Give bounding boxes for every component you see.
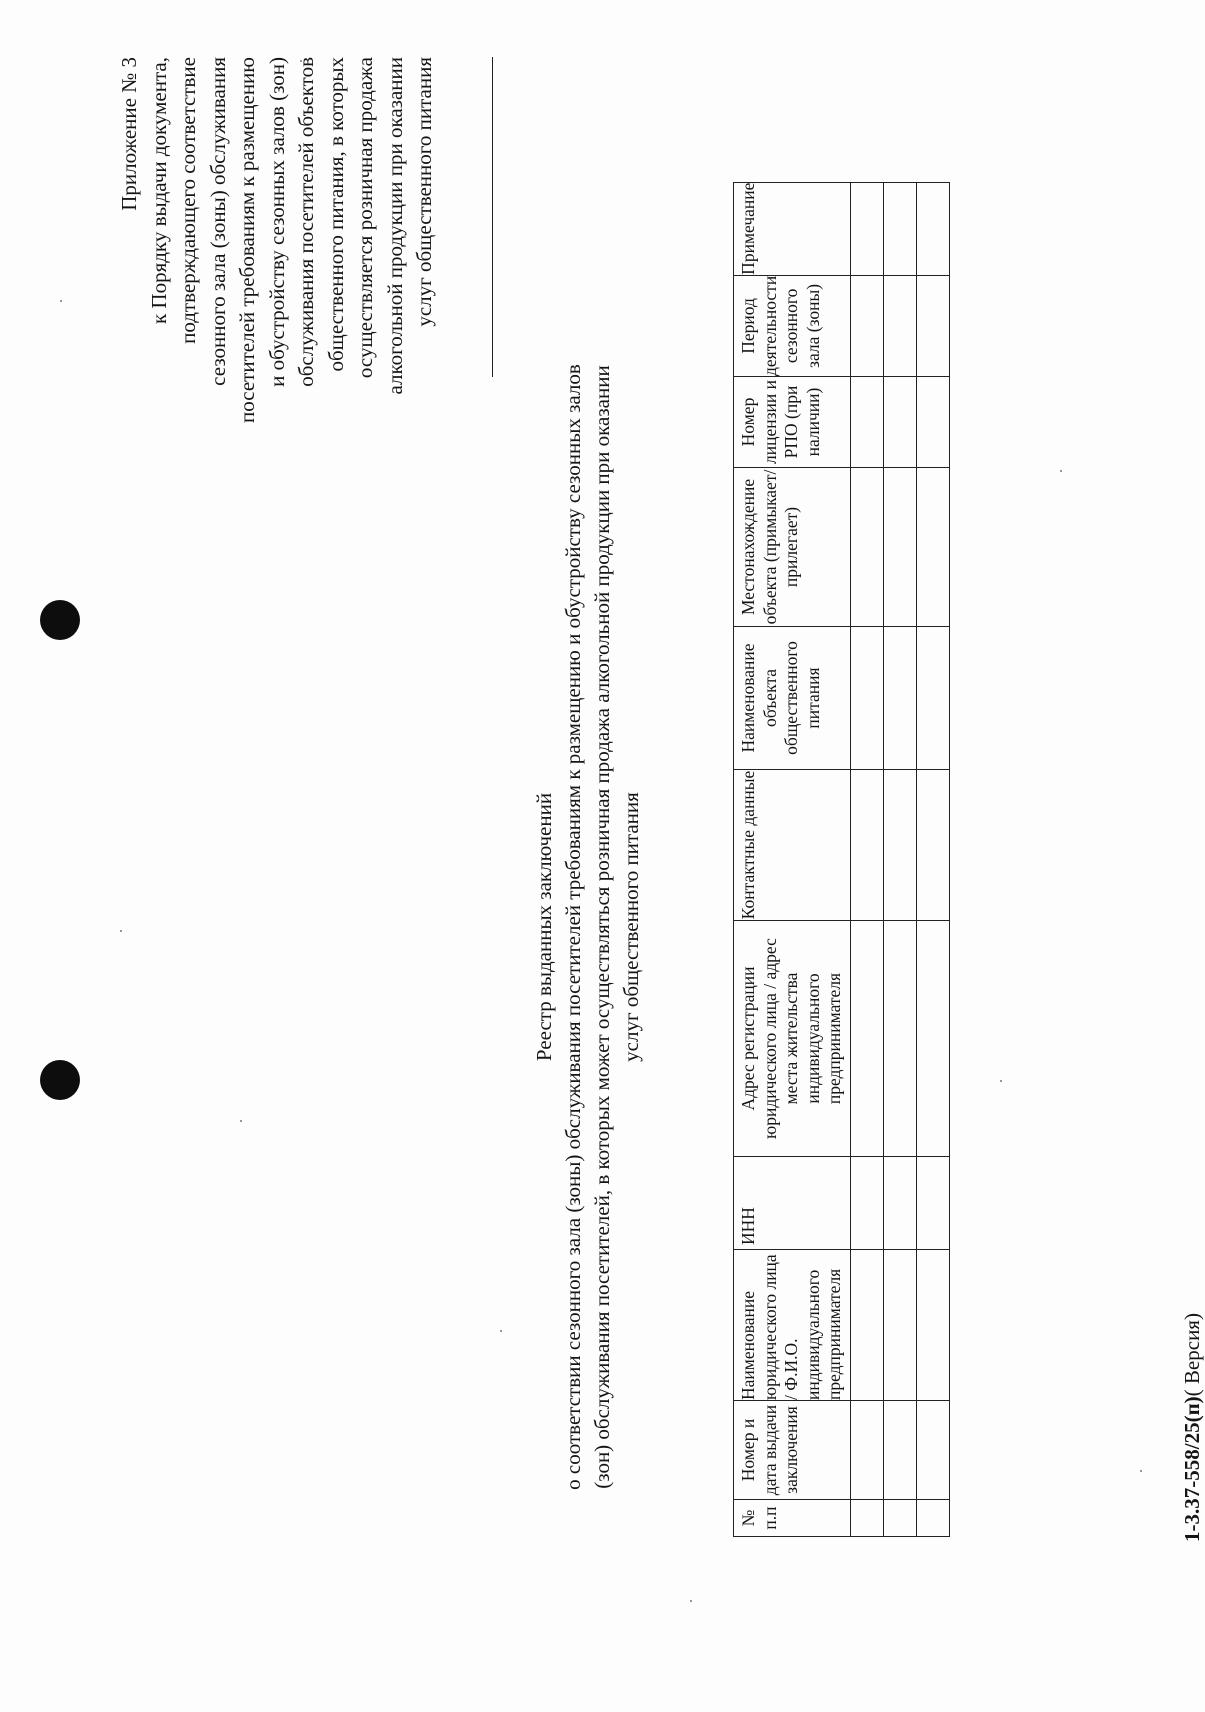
column-header: ИНН xyxy=(734,1157,851,1250)
table-cell xyxy=(883,275,916,376)
appendix-line: осуществляется розничная продажа xyxy=(353,57,377,379)
table-cell xyxy=(850,921,883,1157)
column-header: Местонахождение объекта (примыкает/прилегает) xyxy=(734,468,851,627)
table-cell xyxy=(850,1401,883,1500)
table-row xyxy=(850,182,883,1536)
appendix-line: общественного питания, в которых xyxy=(323,57,348,372)
table-cell xyxy=(916,275,949,376)
table-body xyxy=(850,182,949,1536)
document-version: ( Версия) xyxy=(1180,1313,1204,1397)
appendix-line: алкогольной продукции при оказании xyxy=(382,57,407,395)
table-cell xyxy=(916,770,949,921)
signature-line xyxy=(492,57,493,377)
registry-table xyxy=(733,182,950,1537)
table-cell xyxy=(883,182,916,275)
table-header-row xyxy=(734,182,851,1536)
registry-title: Реестр выданных заключений xyxy=(532,792,556,1062)
column-header: Наименование объекта общественного питания xyxy=(734,627,851,770)
table-cell xyxy=(916,627,949,770)
appendix-line: сезонного зала (зоны) обслуживания xyxy=(205,57,230,386)
table-cell xyxy=(883,627,916,770)
table-cell xyxy=(883,1500,916,1537)
table-cell xyxy=(883,1401,916,1500)
column-header: Номер и дата выдачи заключения xyxy=(734,1401,851,1500)
table-cell xyxy=(850,1157,883,1250)
column-header: Адрес регистрации юридического лица / адрес места жительства индивидуального предпринимателя xyxy=(734,921,851,1157)
table-cell xyxy=(883,770,916,921)
table-cell xyxy=(883,377,916,468)
column-header: Номер лицензии и РПО (при наличии) xyxy=(734,377,851,468)
appendix-line: Приложение № 3 xyxy=(117,57,141,211)
appendix-line: обслуживания посетителей объектов xyxy=(294,57,318,387)
document-code xyxy=(1180,1313,1205,1542)
registry-subtitle-line: (зон) обслуживания посетителей, в которых может осуществляться розничная продажа алкогольной продукции при оказании xyxy=(590,365,614,1489)
appendix-line: услуг общественного питания xyxy=(412,57,436,327)
registry-subtitle-line: услуг общественного питания xyxy=(619,792,643,1062)
table-cell xyxy=(850,1250,883,1401)
table-cell xyxy=(916,1500,949,1537)
appendix-line: посетителей требованиям к размещению xyxy=(235,57,259,423)
table-cell xyxy=(916,921,949,1157)
appendix-line: к Порядку выдачи документа, xyxy=(146,57,171,325)
registry-heading xyxy=(530,232,646,1622)
registry-subtitle-line: о соответствии сезонного зала (зоны) обслуживания посетителей требованиям к размещению и обустройству сезонных залов xyxy=(561,364,585,1490)
appendix-line: и обустройству сезонных залов (зон) xyxy=(264,57,289,387)
table-cell xyxy=(916,468,949,627)
column-header: Контактные данные xyxy=(734,770,851,921)
column-header: Период деятельности сезонного зала (зоны) xyxy=(734,275,851,376)
table-cell xyxy=(850,377,883,468)
table-cell xyxy=(850,182,883,275)
table-cell xyxy=(883,921,916,1157)
column-header: Примечание xyxy=(734,182,851,275)
table-cell xyxy=(883,468,916,627)
table-cell xyxy=(850,770,883,921)
table-cell xyxy=(850,1500,883,1537)
table-cell xyxy=(850,468,883,627)
table-cell xyxy=(916,1401,949,1500)
appendix-header xyxy=(115,57,440,477)
document-number: 1-3.37-558/25(п) xyxy=(1180,1396,1204,1542)
table-cell xyxy=(850,275,883,376)
appendix-line: подтверждающего соответствие xyxy=(176,57,200,344)
table-cell xyxy=(916,1250,949,1401)
table-cell xyxy=(883,1157,916,1250)
column-header: № п.п xyxy=(734,1500,851,1537)
table-cell xyxy=(850,627,883,770)
table-row xyxy=(883,182,916,1536)
column-header: Наименование юридического лица / Ф.И.О. индивидуального предпринимателя xyxy=(734,1250,851,1401)
table-row xyxy=(916,182,949,1536)
table-cell xyxy=(916,377,949,468)
table-cell xyxy=(916,1157,949,1250)
table-cell xyxy=(916,182,949,275)
table-cell xyxy=(883,1250,916,1401)
